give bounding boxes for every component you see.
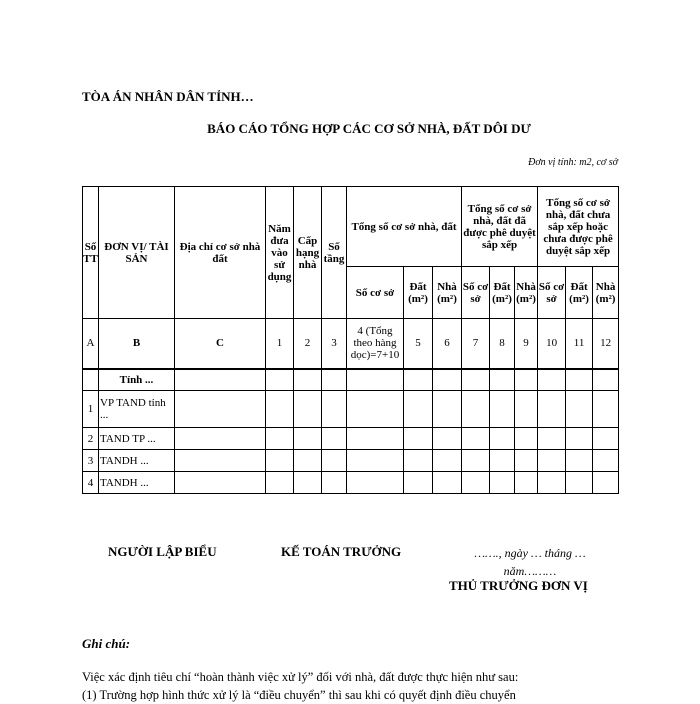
- row-stt: [83, 369, 99, 391]
- subheader-land: Đất (m²): [404, 267, 433, 319]
- header-floors: Số tầng: [322, 187, 347, 319]
- report-table: [82, 186, 619, 494]
- unit-note: Đơn vị tính: m2, cơ sở: [528, 157, 618, 168]
- preparer-signature: NGƯỜI LẬP BIỂU: [108, 544, 217, 559]
- header-stt: Số TT: [83, 187, 99, 319]
- header-total: Tổng số cơ sở nhà, đất: [347, 187, 462, 267]
- head-signature: THỦ TRƯỞNG ĐƠN VỊ: [449, 578, 588, 593]
- index-cell: 2: [294, 319, 322, 369]
- notes-line: (1) Trường hợp hình thức xử lý là “điều chuyển” thì sau khi có quyết định điều chuyển: [82, 688, 516, 702]
- row-stt: 3: [83, 450, 99, 472]
- table-row: [83, 391, 619, 428]
- header-year: Năm đưa vào sử dụng: [266, 187, 294, 319]
- header-address: Địa chỉ cơ sở nhà đất: [175, 187, 266, 319]
- report-title: BÁO CÁO TỔNG HỢP CÁC CƠ SỞ NHÀ, ĐẤT DÔI DƯ: [207, 121, 531, 136]
- table-row: [83, 472, 619, 494]
- index-cell: B: [99, 319, 175, 369]
- date-line: ……., ngày … tháng … năm………: [474, 546, 586, 578]
- court-name: TÒA ÁN NHÂN DÂN TỈNH…: [82, 89, 254, 104]
- accountant-signature: KẾ TOÁN TRƯỞNG: [281, 544, 402, 559]
- index-cell: 12: [593, 319, 619, 369]
- subheader-count: Số cơ sở: [538, 267, 566, 319]
- subheader-count: Số cơ sở: [462, 267, 490, 319]
- row-stt: 4: [83, 472, 99, 494]
- index-cell: C: [175, 319, 266, 369]
- row-name: TAND TP ...: [99, 428, 175, 450]
- notes-heading: Ghi chú:: [82, 636, 131, 651]
- index-cell: 7: [462, 319, 490, 369]
- index-cell: 6: [433, 319, 462, 369]
- subheader-count: Số cơ sở: [347, 267, 404, 319]
- row-name: TANDH ...: [99, 450, 175, 472]
- subheader-house: Nhà (m²): [515, 267, 538, 319]
- row-name: Tỉnh ...: [99, 369, 175, 391]
- notes-line: Việc xác định tiêu chí “hoàn thành việc xử lý” đối với nhà, đất được thực hiện như sau:: [82, 670, 519, 684]
- subheader-land: Đất (m²): [490, 267, 515, 319]
- index-cell: 9: [515, 319, 538, 369]
- subheader-land: Đất (m²): [566, 267, 593, 319]
- header-unit: ĐƠN VỊ/ TÀI SẢN: [99, 187, 175, 319]
- notes-body: [82, 668, 622, 704]
- table-row: [83, 369, 619, 391]
- index-row: [83, 319, 619, 369]
- row-stt: 2: [83, 428, 99, 450]
- subheader-house: Nhà (m²): [593, 267, 619, 319]
- header-grade: Cấp hạng nhà: [294, 187, 322, 319]
- index-cell: 3: [322, 319, 347, 369]
- header-approved: Tổng số cơ sở nhà, đất đã được phê duyệt sắp xếp: [462, 187, 538, 267]
- row-stt: 1: [83, 391, 99, 428]
- row-name: TANDH ...: [99, 472, 175, 494]
- index-cell: 10: [538, 319, 566, 369]
- index-cell: 11: [566, 319, 593, 369]
- header-pending: Tổng số cơ sở nhà, đất chưa sắp xếp hoặc chưa được phê duyệt sắp xếp: [538, 187, 619, 267]
- row-name: VP TAND tỉnh ...: [99, 391, 175, 428]
- index-cell: 8: [490, 319, 515, 369]
- index-cell: 1: [266, 319, 294, 369]
- table-row: [83, 428, 619, 450]
- index-cell: 5: [404, 319, 433, 369]
- index-cell: A: [83, 319, 99, 369]
- subheader-house: Nhà (m²): [433, 267, 462, 319]
- index-cell: 4 (Tổng theo hàng dọc)=7+10: [347, 319, 404, 369]
- table-row: [83, 450, 619, 472]
